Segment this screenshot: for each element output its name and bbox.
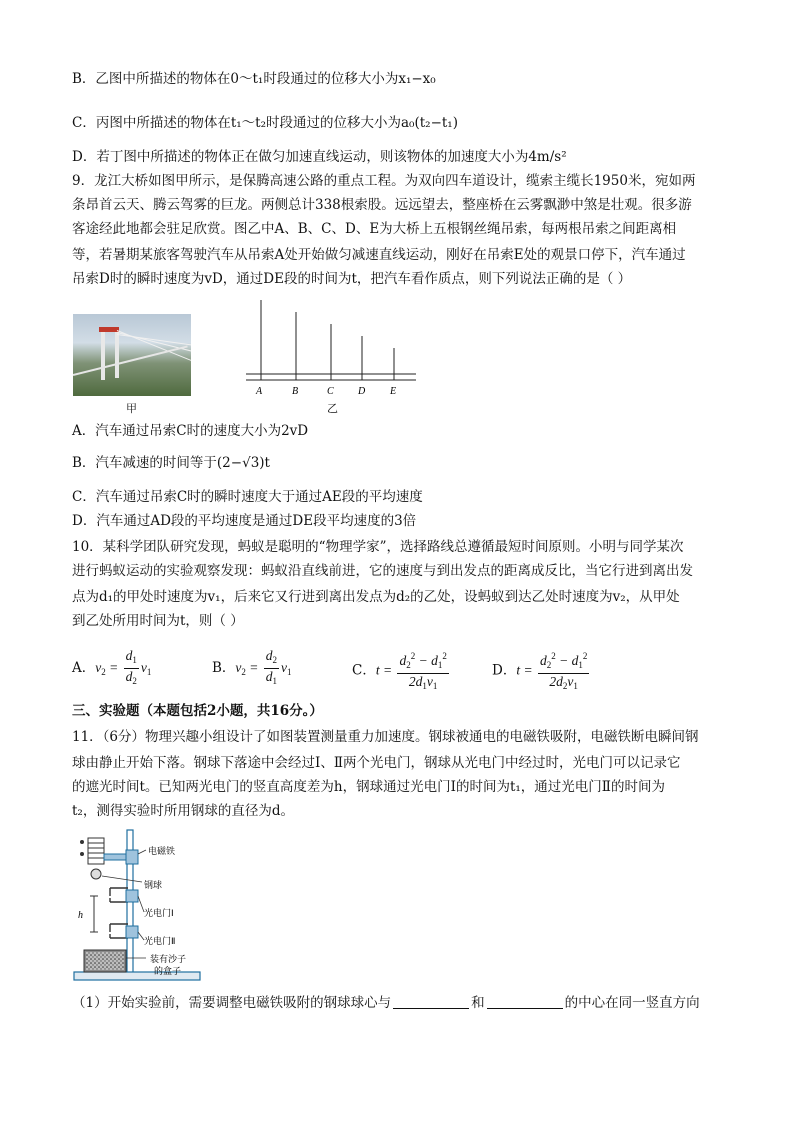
label-electromagnet: 电磁铁 xyxy=(148,847,176,857)
q10-option-d: D．t = $\frac{d_2^2 - d_1^2}{2d_2v_1}$ xyxy=(492,648,591,694)
q10-options xyxy=(72,648,716,691)
terminal-2 xyxy=(80,852,84,856)
q10-line-1: 10．某科学团队研究发现，蚂蚁是聪明的“物理学家”，选择路线总遵循最短时间原则。小明与同学某次 xyxy=(72,539,684,555)
hanger-diagram xyxy=(240,296,420,400)
q11-line-4: t₂，测得实验时所用钢球的直径为d。 xyxy=(72,803,294,819)
q10-option-d-label: D． xyxy=(492,662,517,679)
option-c-prev: C．丙图中所描述的物体在t₁～t₂时段通过的位移大小为a₀(t₂−t₁) xyxy=(72,115,458,131)
fig-yi-label: 乙 xyxy=(327,402,338,415)
q9-option-d: D．汽车通过AD段的平均速度是通过DE段平均速度的3倍 xyxy=(72,513,417,529)
bridge-sign xyxy=(99,327,119,332)
electromagnet xyxy=(88,838,104,864)
q9-line-1: 9．龙江大桥如图甲所示，是保腾高速公路的重点工程。为双向四车道设计，缆索主缆长1950米，宛如两 xyxy=(72,173,696,189)
q10-option-a: A．$v_2$ = $\frac{d_1}{d_2}$ $v_1$ xyxy=(72,648,152,686)
q10-option-b: B．$v_2$ = $\frac{d_2}{d_1}$ $v_1$ xyxy=(212,648,292,686)
sand xyxy=(86,952,124,970)
q9-line-5: 吊索D时的瞬时速度为vD，通过DE段的时间为t，把汽车看作质点，则下列说法正确的是（ ） xyxy=(72,271,632,287)
apparatus-diagram xyxy=(70,826,210,986)
q10-line-4: 到乙处所用时间为t，则（ ） xyxy=(72,613,244,629)
q10-line-3: 点为d₁的甲处时速度为v₁，后来它又行进到离出发点为d₂的乙处，设蚂蚁到达乙处时速度为v₂，从甲处 xyxy=(72,589,680,605)
clamp-2 xyxy=(126,890,138,902)
label-ball: 钢球 xyxy=(144,881,163,891)
label-box-2: 的盒子 xyxy=(154,967,182,977)
q9-line-3: 客途经此地都会驻足欣赏。图乙中A、B、C、D、E为大桥上五根钢丝绳吊索，每两根吊索之间距离相 xyxy=(72,221,677,237)
point-e-label: E xyxy=(390,386,397,397)
answer-blank-1[interactable] xyxy=(393,994,469,1009)
point-b-label: B xyxy=(292,386,299,397)
q9-line-4: 等，若暑期某旅客驾驶汽车从吊索A处开始做匀减速直线运动，刚好在吊索E处的观景口停下，汽车通过 xyxy=(72,247,686,263)
q11-sub1-suffix: 的中心在同一竖直方向 xyxy=(564,995,700,1011)
q10-option-b-label: B． xyxy=(212,660,236,676)
point-a-label: A xyxy=(256,386,263,397)
gate-2 xyxy=(110,924,128,938)
clamp-3 xyxy=(126,926,138,938)
label-box-1: 装有沙子 xyxy=(150,955,187,965)
q10-option-a-label: A． xyxy=(72,660,96,676)
point-d-label: D xyxy=(358,386,366,397)
clamp-1 xyxy=(126,850,138,864)
section-3-heading: 三、实验题（本题包括2小题，共16分。） xyxy=(72,703,323,719)
height-label: h xyxy=(78,910,83,921)
answer-blank-2[interactable] xyxy=(487,994,563,1009)
label-gate-2: 光电门Ⅱ xyxy=(144,937,176,947)
q11-sub1-prefix: （1）开始实验前，需要调整电磁铁吸附的钢球球心与 xyxy=(72,995,392,1011)
q11-line-3: 的遮光时间t。已知两光电门的竖直高度差为h，钢球通过光电门Ⅰ的时间为t₁，通过光电门Ⅱ的时间为 xyxy=(72,779,665,795)
q10-option-c: C．t = $\frac{d_2^2 - d_1^2}{2d_1v_1}$ xyxy=(352,648,451,694)
q9-option-b: B．汽车减速的时间等于(2−√3)t xyxy=(72,455,270,471)
label-gate-1: 光电门Ⅰ xyxy=(144,909,174,919)
q9-option-a: A．汽车通过吊索C时的速度大小为2vD xyxy=(72,423,309,439)
q11-sub1-mid: 和 xyxy=(471,995,485,1011)
point-c-label: C xyxy=(327,386,334,397)
q9-option-c: C．汽车通过吊索C时的瞬时速度大于通过AE段的平均速度 xyxy=(72,489,423,505)
q11-sub1 xyxy=(72,992,716,1014)
q11-line-1: 11．（6分）物理兴趣小组设计了如图装置测量重力加速度。钢球被通电的电磁铁吸附，电磁铁断电瞬间钢 xyxy=(72,729,699,745)
stand-base xyxy=(74,972,200,980)
q9-line-2: 条昂首云天、腾云驾雾的巨龙。两侧总计338根索股。远远望去，整座桥在云雾飘渺中煞是壮观。很多游 xyxy=(72,197,692,213)
magnet-arm xyxy=(104,854,128,860)
gate-1 xyxy=(110,888,128,902)
terminal-1 xyxy=(80,840,84,844)
steel-ball xyxy=(91,869,101,879)
q10-line-2: 进行蚂蚁运动的实验观察发现：蚂蚁沿直线前进，它的速度与到出发点的距离成反比，当它行进到离出发 xyxy=(72,563,693,579)
fig-jia-label: 甲 xyxy=(126,402,137,415)
q11-line-2: 球由静止开始下落。钢球下落途中会经过Ⅰ、Ⅱ两个光电门，钢球从光电门中经过时，光电门可以记录它 xyxy=(72,755,681,771)
option-b-prev: B．乙图中所描述的物体在0～t₁时段通过的位移大小为x₁−x₀ xyxy=(72,71,436,87)
option-d-prev: D．若丁图中所描述的物体正在做匀加速直线运动，则该物体的加速度大小为4m/s² xyxy=(72,149,567,165)
q10-option-c-label: C． xyxy=(352,662,376,679)
bridge-photo xyxy=(73,314,191,396)
